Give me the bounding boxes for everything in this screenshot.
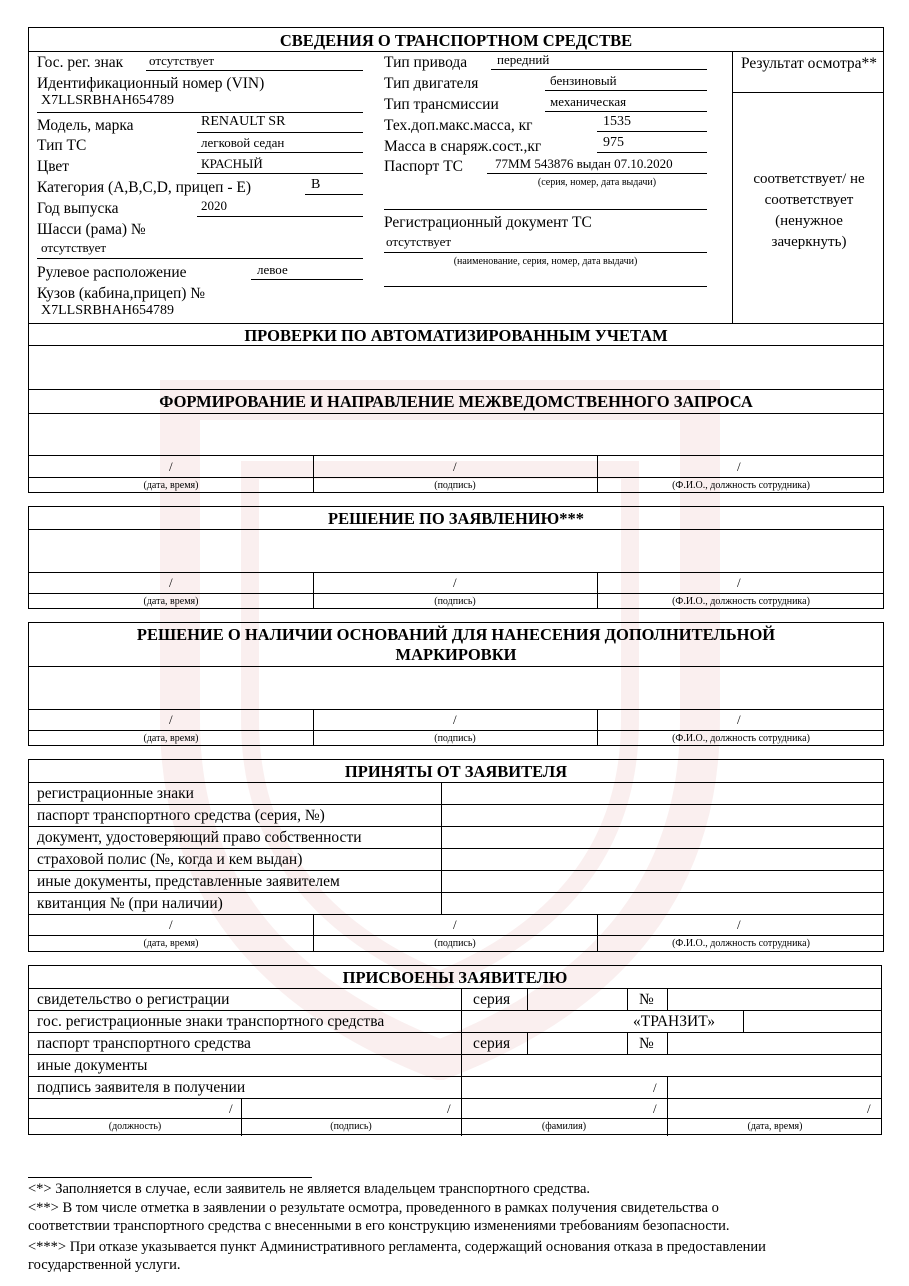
series-label: серия	[473, 1035, 511, 1052]
color-value: КРАСНЫЙ	[201, 156, 263, 171]
reg-doc-value: отсутствует	[386, 234, 452, 249]
marking-heading-line2: МАРКИРОВКИ	[395, 645, 517, 664]
decision-section	[28, 506, 884, 609]
slash: /	[453, 575, 457, 590]
date-caption: (дата, время)	[143, 938, 199, 949]
slash: /	[447, 1101, 451, 1116]
signature-caption: (подпись)	[330, 1121, 372, 1132]
other-docs-label: иные документы	[37, 1057, 148, 1074]
passport-label: Паспорт ТС	[384, 158, 463, 175]
assigned-heading: ПРИСВОЕНЫ ЗАЯВИТЕЛЮ	[342, 968, 568, 987]
accepted-section	[28, 759, 884, 952]
officer-caption: (Ф.И.О., должность сотрудника)	[672, 733, 810, 744]
slash: /	[653, 1101, 657, 1116]
model-label: Модель, марка	[37, 117, 134, 134]
decision-heading: РЕШЕНИЕ ПО ЗАЯВЛЕНИЮ***	[327, 509, 585, 528]
slash: /	[453, 459, 457, 474]
max-mass-label: Тех.доп.макс.масса, кг	[384, 117, 533, 134]
steering-label: Рулевое расположение	[37, 264, 187, 281]
slash: /	[737, 917, 741, 932]
marking-heading-line1: РЕШЕНИЕ О НАЛИЧИИ ОСНОВАНИЙ ДЛЯ НАНЕСЕНИЯ ДОПОЛНИТЕЛЬНОЙ	[136, 625, 776, 644]
reg-doc-caption: (наименование, серия, номер, дата выдачи)	[453, 256, 638, 267]
body-label: Кузов (кабина,прицеп) №	[37, 285, 206, 302]
accepted-heading: ПРИНЯТЫ ОТ ЗАЯВИТЕЛЯ	[344, 762, 568, 781]
passport-value: 77ММ 543876 выдан 07.10.2020	[495, 156, 673, 171]
footnote-2: <**> В том числе отметка в заявлении о результате осмотра, проведенного в рамках получения свидетельства о	[28, 1200, 719, 1216]
engine-label: Тип двигателя	[384, 75, 479, 92]
category-label: Категория (A,B,C,D, прицеп - E)	[37, 179, 251, 196]
steering-value: левое	[257, 262, 288, 277]
footnote-separator	[28, 1177, 312, 1178]
officer-caption: (Ф.И.О., должность сотрудника)	[672, 938, 810, 949]
signature-caption: (подпись)	[434, 596, 476, 607]
transmission-label: Тип трансмиссии	[384, 96, 499, 113]
assigned-section	[28, 965, 882, 1135]
body-value: X7LLSRBHAH654789	[41, 303, 175, 318]
date-caption: (дата, время)	[143, 596, 199, 607]
slash: /	[453, 917, 457, 932]
reg-sign-value: отсутствует	[149, 53, 215, 68]
footnote-2-cont: соответствии транспортного средства с внесенными в его конструкцию изменениями требованиям безопасности.	[28, 1218, 730, 1234]
footnote-3-cont: государственной услуги.	[28, 1257, 181, 1273]
plates-label: гос. регистрационные знаки транспортного средства	[37, 1013, 385, 1030]
slash: /	[737, 459, 741, 474]
color-label: Цвет	[37, 158, 70, 175]
vin-label: Идентификационный номер (VIN)	[37, 75, 265, 92]
accepted-row: квитанция № (при наличии)	[37, 895, 223, 912]
applicant-signature-label: подпись заявителя в получении	[37, 1079, 246, 1096]
slash: /	[169, 575, 173, 590]
category-value: В	[311, 177, 321, 192]
slash: /	[169, 917, 173, 932]
slash: /	[169, 712, 173, 727]
type-value: легковой седан	[201, 135, 285, 150]
slash: /	[653, 1080, 657, 1095]
signature-caption: (подпись)	[434, 733, 476, 744]
slash: /	[867, 1101, 871, 1116]
interagency-heading: ФОРМИРОВАНИЕ И НАПРАВЛЕНИЕ МЕЖВЕДОМСТВЕННОГО ЗАПРОСА	[159, 392, 753, 411]
chassis-label: Шасси (рама) №	[37, 221, 146, 238]
accepted-row: иные документы, представленные заявителем	[37, 873, 340, 890]
model-value: RENAULT SR	[201, 114, 286, 129]
footnote-1: <*> Заполняется в случае, если заявитель не является владельцем транспортного средства.	[28, 1181, 591, 1197]
type-label: Тип ТС	[37, 137, 87, 154]
drive-label: Тип привода	[384, 54, 468, 71]
interagency-section	[28, 345, 884, 493]
tranzit-label: «ТРАНЗИТ»	[633, 1013, 716, 1030]
engine-value: бензиновый	[550, 73, 617, 88]
year-label: Год выпуска	[37, 200, 119, 217]
signature-caption: (подпись)	[434, 938, 476, 949]
accepted-row: регистрационные знаки	[37, 785, 194, 802]
vehicle-info-section	[28, 27, 884, 346]
slash: /	[737, 575, 741, 590]
reg-doc-label: Регистрационный документ ТС	[384, 214, 592, 231]
vehicle-info-heading: СВЕДЕНИЯ О ТРАНСПОРТНОМ СРЕДСТВЕ	[279, 31, 633, 50]
slash: /	[453, 712, 457, 727]
vin-value: X7LLSRBHAH654789	[41, 93, 175, 108]
slash: /	[169, 459, 173, 474]
drive-value: передний	[497, 52, 550, 67]
reg-sign-label: Гос. рег. знак	[37, 54, 124, 71]
year-value: 2020	[201, 198, 227, 213]
passport-label: паспорт транспортного средства	[37, 1035, 251, 1052]
transmission-value: механическая	[550, 94, 627, 109]
slash: /	[229, 1101, 233, 1116]
signature-caption: (подпись)	[434, 480, 476, 491]
series-label: серия	[473, 991, 511, 1008]
number-label: №	[639, 1035, 654, 1052]
footnote-3: <***> При отказе указывается пункт Административного регламента, содержащий основания отказа в предоставлении	[28, 1239, 766, 1255]
passport-caption: (серия, номер, дата выдачи)	[537, 177, 657, 188]
result-title: Результат осмотра**	[740, 55, 878, 72]
marking-section	[28, 622, 884, 746]
position-caption: (должность)	[108, 1121, 162, 1132]
number-label: №	[639, 991, 654, 1008]
result-text: соответствует/ не соответствует (ненужное зачеркнуть)	[753, 171, 865, 250]
auto-checks-heading: ПРОВЕРКИ ПО АВТОМАТИЗИРОВАННЫМ УЧЕТАМ	[244, 326, 668, 345]
accepted-row: паспорт транспортного средства (серия, №)	[37, 807, 325, 824]
accepted-row: документ, удостоверяющий право собственности	[37, 829, 362, 846]
curb-mass-value: 975	[603, 135, 624, 150]
chassis-value: отсутствует	[41, 240, 107, 255]
officer-caption: (Ф.И.О., должность сотрудника)	[672, 596, 810, 607]
certificate-label: свидетельство о регистрации	[37, 991, 230, 1008]
datetime-caption: (дата, время)	[747, 1121, 803, 1132]
surname-caption: (фамилия)	[541, 1121, 587, 1132]
slash: /	[737, 712, 741, 727]
curb-mass-label: Масса в снаряж.сост.,кг	[384, 138, 542, 155]
accepted-row: страховой полис (№, когда и кем выдан)	[37, 851, 303, 868]
officer-caption: (Ф.И.О., должность сотрудника)	[672, 480, 810, 491]
date-caption: (дата, время)	[143, 733, 199, 744]
max-mass-value: 1535	[603, 114, 631, 129]
date-caption: (дата, время)	[143, 480, 199, 491]
